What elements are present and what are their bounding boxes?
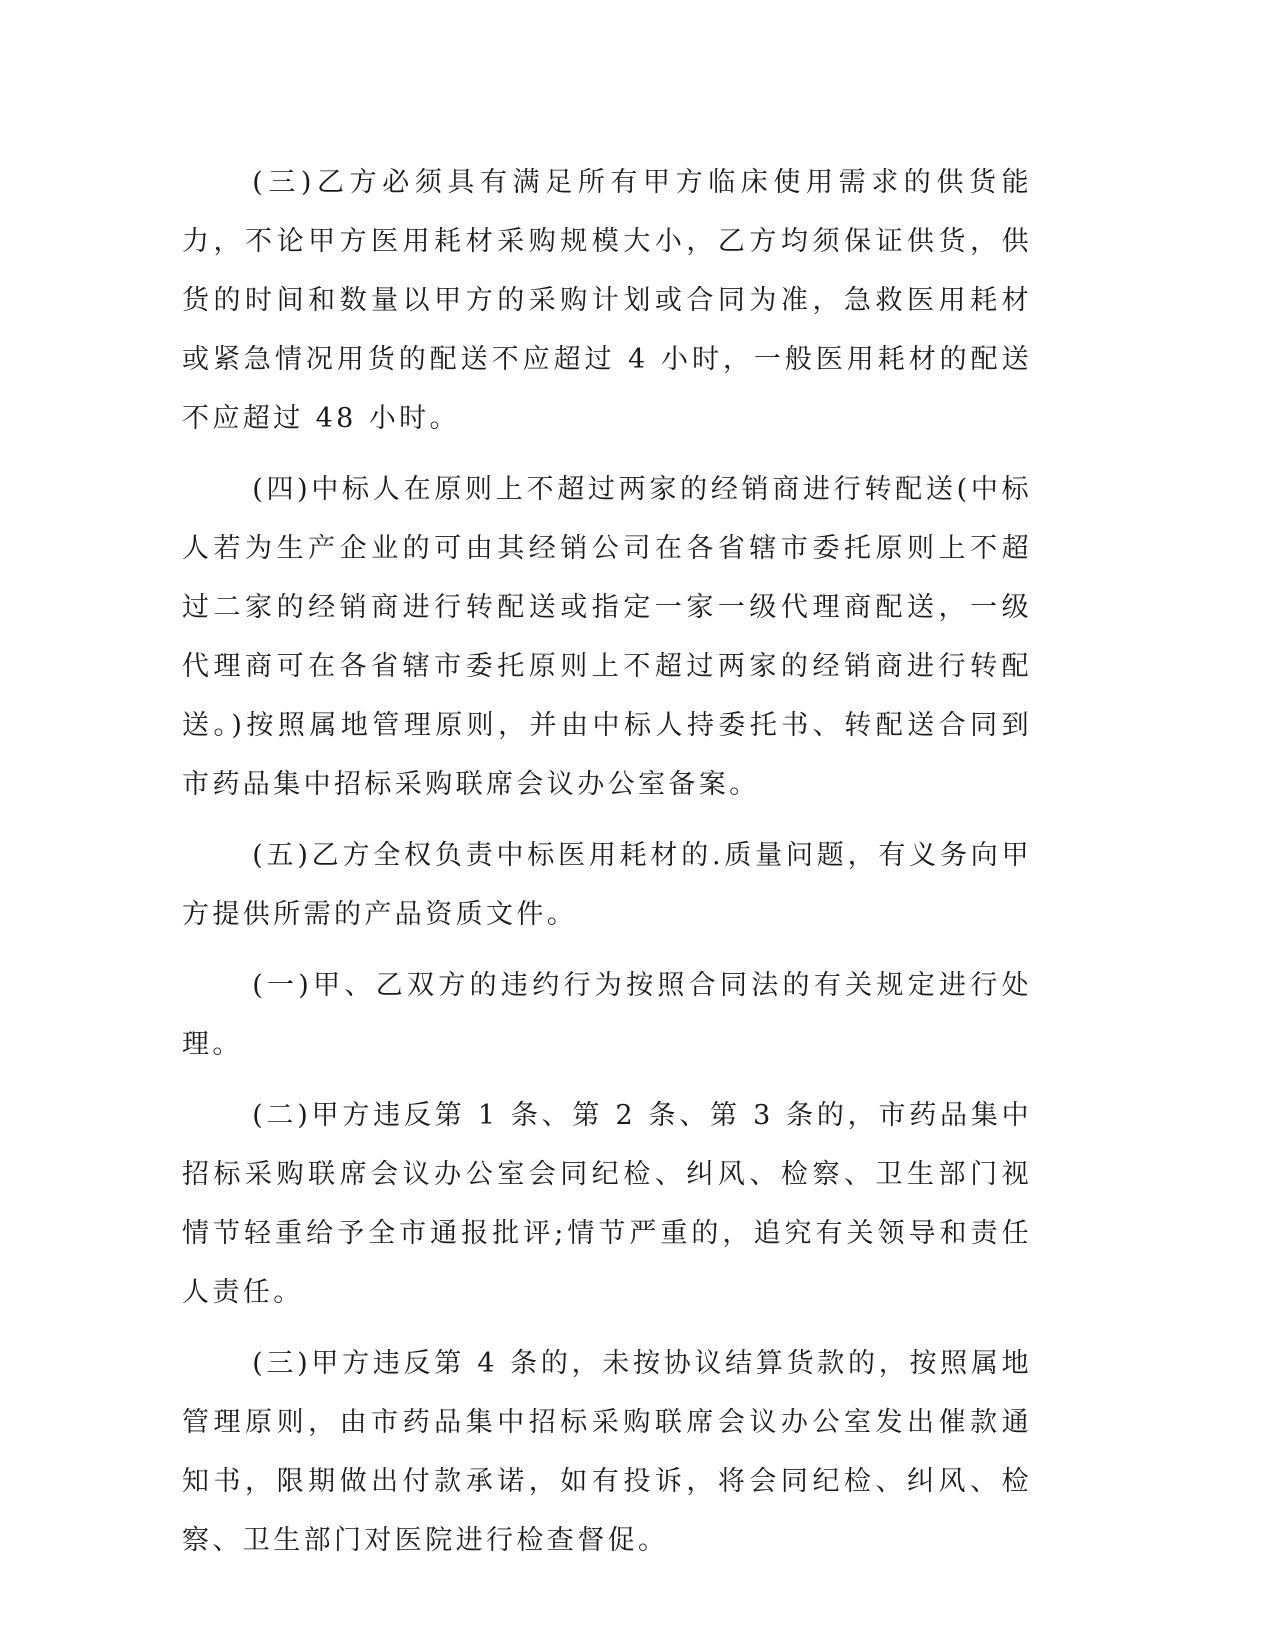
clause-paragraph: (二)甲方违反第 1 条、第 2 条、第 3 条的，市药品集中招标采购联席会议办公室会同纪检、纠风、检察、卫生部门视情节轻重给予全市通报批评;情节严重的，追究有关领导和责任人责任。 bbox=[182, 1100, 1032, 1308]
clause-paragraph: (五)乙方全权负责中标医用耗材的.质量问题，有义务向甲方提供所需的产品资质文件。 bbox=[182, 840, 1032, 930]
document-body bbox=[182, 153, 1032, 1582]
clause-paragraph: (三)甲方违反第 4 条的，未按协议结算货款的，按照属地管理原则，由市药品集中招标采购联席会议办公室发出催款通知书，限期做出付款承诺，如有投诉，将会同纪检、纠风、检察、卫生部门对医院进行检查督促。 bbox=[182, 1348, 1032, 1556]
clause-paragraph: (三)乙方必须具有满足所有甲方临床使用需求的供货能力，不论甲方医用耗材采购规模大小，乙方均须保证供货，供货的时间和数量以甲方的采购计划或合同为准，急救医用耗材或紧急情况用货的配送不应超过 4 小时，一般医用耗材的配送不应超过 48 小时。 bbox=[182, 167, 1032, 434]
clause-paragraph: (四)中标人在原则上不超过两家的经销商进行转配送(中标人若为生产企业的可由其经销公司在各省辖市委托原则上不超过二家的经销商进行转配送或指定一家一级代理商配送，一级代理商可在各省辖市委托原则上不超过两家的经销商进行转配送。)按照属地管理原则，并由中标人持委托书、转配送合同到市药品集中招标采购联席会议办公室备案。 bbox=[182, 474, 1032, 800]
clause-paragraph: (一)甲、乙双方的违约行为按照合同法的有关规定进行处理。 bbox=[182, 970, 1032, 1060]
